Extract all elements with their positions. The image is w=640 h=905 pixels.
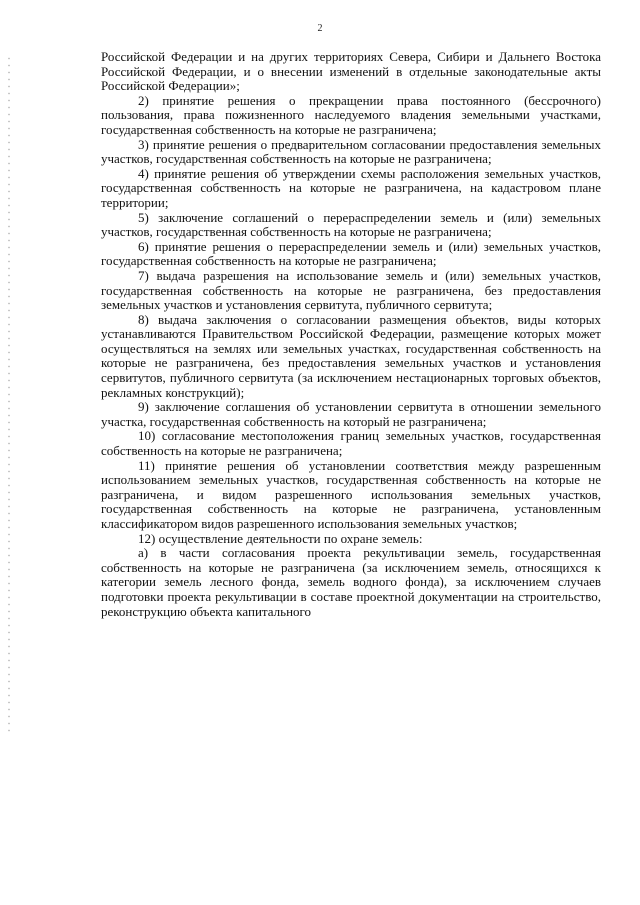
paragraph-9: 9) заключение соглашения об установлении сервитута в отношении земельного участка, государственная собственность на который не разграничена; (101, 399, 601, 429)
paragraph-2: 2) принятие решения о прекращении права постоянного (бессрочного) пользования, права пожизненного наследуемого владения земельными участками, государственная собственность на которые не разграничена; (101, 92, 601, 137)
paragraph-12: 12) осуществление деятельности по охране земель: (138, 530, 423, 546)
paragraph-6: 6) принятие решения о перераспределении земель и (или) земельных участков, государственная собственность на которые не разграничена; (101, 238, 601, 269)
page-number: 2 (317, 23, 323, 34)
scan-margin-marks (8, 55, 10, 735)
paragraph-8: 8) выдача заключения о согласовании размещения объектов, виды которых устанавливаются Правительством Российской Федерации, размещение которых может осуществляться на землях или земельных участках, государственная собственность на которые не разграничена, без предоставления земельных участков и установления сервитутов, публичного сервитута (за исключением нестационарных торговых объектов, рекламных конструкций); (101, 311, 601, 400)
document-body (101, 50, 601, 619)
paragraph-10: 10) согласование местоположения границ земельных участков, государственная собственность на которые не разграничена; (101, 428, 601, 459)
paragraph-7: 7) выдача разрешения на использование земель и (или) земельных участков, государственная собственность на которые не разграничена, без предоставления земельных участков и установления сервитута, публичного сервитута; (101, 267, 601, 313)
paragraph-1: Российской Федерации и на других территориях Севера, Сибири и Дальнего Востока Российской Федерации, и о внесении изменений в отдельные законодательные акты Российской Федерации»; (101, 49, 601, 94)
paragraph-13: а) в части согласования проекта рекультивации земель, государственная собственность на которые не разграничена (за исключением земель, относящихся к категории земель лесного фонда, земель водного фонда), за исключением случаев подготовки проекта рекультивации в составе проектной документации на строительство, реконструкцию объекта капитального (101, 545, 601, 619)
paragraph-11: 11) принятие решения об установлении соответствия между разрешенным использованием земельных участков, государственная собственность на которые не разграничена, и видом разрешенного использования земельных участков, государственная собственность на которые не разграничена, установленным классификатором видов разрешенного использования земельных участков; (101, 457, 601, 531)
paragraph-3: 3) принятие решения о предварительном согласовании предоставления земельных участков, государственная собственность на которые не разграничена; (101, 136, 601, 167)
paragraph-4: 4) принятие решения об утверждении схемы расположения земельных участков, государственная собственность на которые не разграничена, на кадастровом плане территории; (101, 165, 601, 210)
paragraph-5: 5) заключение соглашений о перераспределении земель и (или) земельных участков, государственная собственность на которые не разграничена; (101, 209, 601, 240)
